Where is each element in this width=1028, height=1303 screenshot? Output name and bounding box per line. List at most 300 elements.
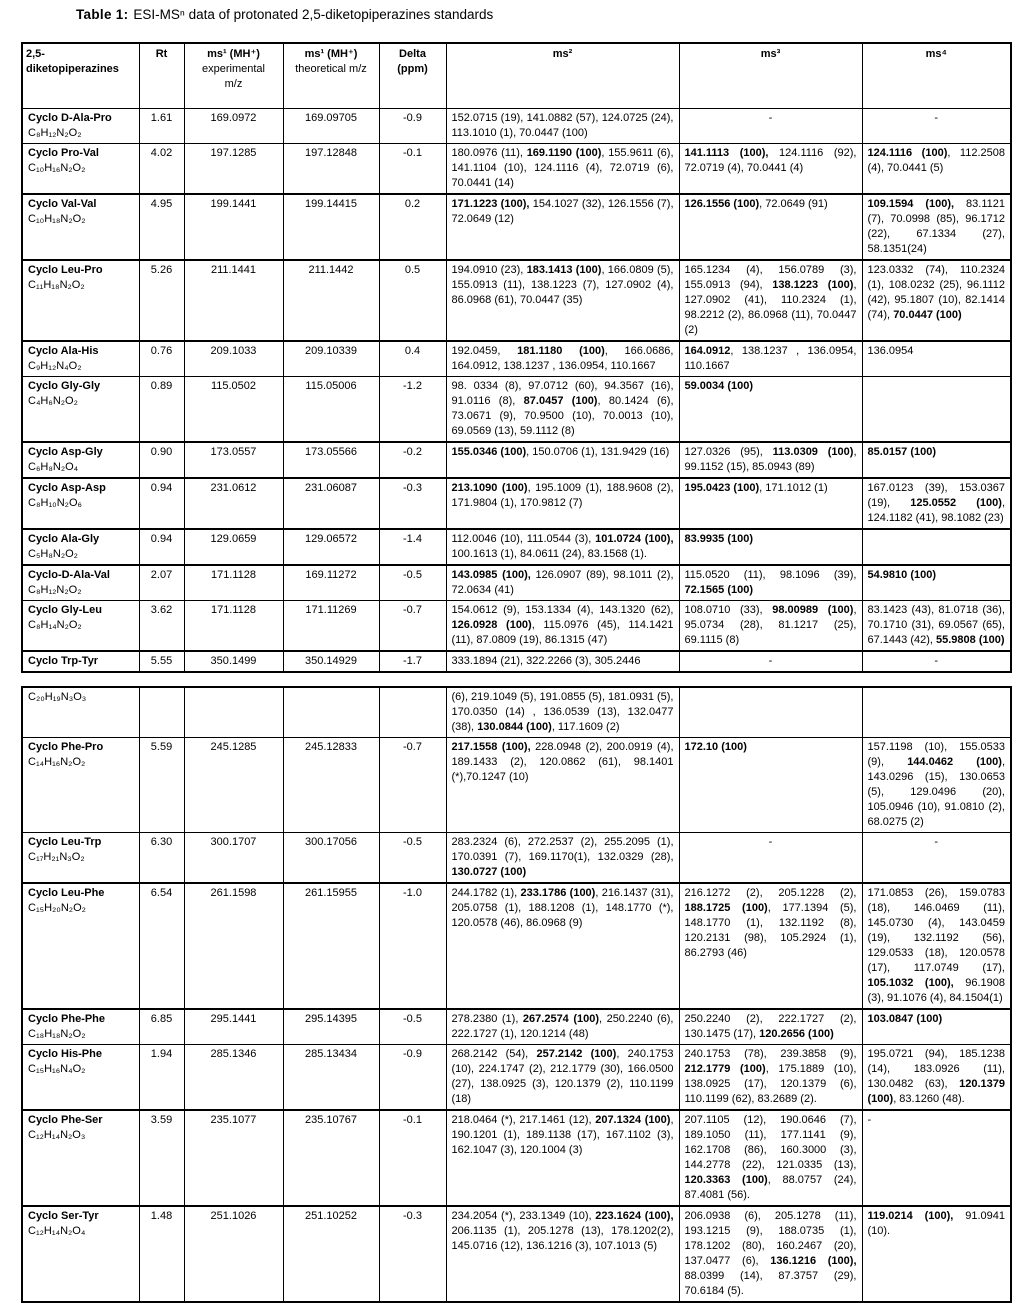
ms1-experimental-cell: 235.1077 <box>184 1110 283 1206</box>
fragment-ion-text: 207.1105 (12), 190.0646 (7), 189.1050 (11), 177.1141 (9), 162.1708 (86), 160.3000 (3), 144.2778 (22), 121.0335 (13), <box>684 1114 857 1171</box>
fragment-ion-text: 141.1113 (100), <box>684 147 769 159</box>
delta-ppm-cell: -1.7 <box>379 651 446 672</box>
table-caption <box>76 7 493 22</box>
table-row <box>22 341 1011 377</box>
rt-cell: 2.07 <box>139 565 184 601</box>
ms2-cell <box>446 260 679 341</box>
compound-formula: C₆H₈N₂O₄ <box>28 461 79 473</box>
compound-name: Cyclo Ala-His <box>28 345 99 357</box>
compound-cell <box>22 565 139 601</box>
ms3-cell <box>679 1009 862 1045</box>
compound-cell <box>22 1009 139 1045</box>
fragment-ion-text: 87.0457 (100) <box>523 395 598 407</box>
fragment-ion-text: , 112.2508 (4), 70.0441 (5) <box>867 147 1005 174</box>
ms2-cell <box>446 1110 679 1206</box>
rt-cell: 6.85 <box>139 1009 184 1045</box>
delta-ppm-cell: 0.5 <box>379 260 446 341</box>
fragment-ion-text: 119.0214 (100), <box>867 1210 954 1222</box>
ms2-cell <box>446 144 679 195</box>
ms1-theoretical-cell: 261.15955 <box>283 883 379 1009</box>
fragment-ion-text: 136.0954 <box>867 345 914 357</box>
ms2-cell <box>446 442 679 478</box>
fragment-ion-text: 267.2574 (100) <box>522 1013 599 1025</box>
ms4-cell <box>862 1045 1011 1111</box>
col-header-delta <box>379 43 446 109</box>
delta-ppm-cell: -0.2 <box>379 442 446 478</box>
compound-name: Cyclo His-Phe <box>28 1048 102 1060</box>
compound-formula: C₁₅H₁₆N₄O₂ <box>28 1063 86 1075</box>
compound-name: Cyclo Ala-Gly <box>28 533 100 545</box>
fragment-ion-text: 181.1180 (100) <box>517 345 605 357</box>
ms4-cell <box>862 738 1011 833</box>
fragment-ion-text: , 95.0734 (28), 81.1217 (25), 69.1115 (8) <box>684 604 857 646</box>
compound-cell <box>22 529 139 565</box>
fragment-ion-text: 98. 0334 (8), 97.0712 (60), 94.3567 (16), 91.0116 (8), <box>451 380 674 407</box>
fragment-ion-text: , 150.0706 (1), 131.9429 (16) <box>526 446 670 458</box>
fragment-ion-text: 233.1786 (100) <box>520 887 596 899</box>
fragment-ion-text: 136.1216 (100), <box>770 1255 857 1267</box>
compound-cell <box>22 478 139 529</box>
col-header-ms3 <box>679 43 862 109</box>
delta-ppm-cell: 0.2 <box>379 194 446 260</box>
fragment-ion-text: 157.1198 (10), 155.0533 (9), <box>867 741 1005 768</box>
compound-cell <box>22 1206 139 1302</box>
fragment-ion-text: 72.1565 (100) <box>684 584 753 596</box>
fragment-ion-text: 234.2054 (*), 233.1349 (10), <box>451 1210 596 1222</box>
table-row <box>22 144 1011 195</box>
ms1-theoretical-cell: 211.1442 <box>283 260 379 341</box>
ms4-cell <box>862 478 1011 529</box>
ms4-cell <box>862 377 1011 443</box>
rt-cell: 3.62 <box>139 601 184 652</box>
fragment-ion-text: 240.1753 (78), 239.3858 (9), <box>684 1048 857 1060</box>
ms4-cell <box>862 1206 1011 1302</box>
fragment-ion-text: 120.2656 (100) <box>759 1028 834 1040</box>
ms1-experimental-cell: 300.1707 <box>184 833 283 884</box>
ms1-experimental-cell: 211.1441 <box>184 260 283 341</box>
fragment-ion-text: 126.0928 (100) <box>451 619 532 631</box>
compound-cell <box>22 1045 139 1111</box>
col-header-line: ms¹ (MH⁺) <box>207 48 260 60</box>
ms3-cell <box>679 1110 862 1206</box>
ms1-experimental-cell: 295.1441 <box>184 1009 283 1045</box>
rt-cell: 5.59 <box>139 738 184 833</box>
compound-formula: C₁₅H₂₀N₂O₂ <box>28 902 86 914</box>
fragment-ion-text: 194.0910 (23), <box>451 264 527 276</box>
compound-formula: C₉H₁₂N₄O₂ <box>28 360 82 372</box>
ms2-cell <box>446 478 679 529</box>
fragment-ion-text: 257.2142 (100) <box>536 1048 617 1060</box>
ms3-cell <box>679 260 862 341</box>
rt-cell: 6.30 <box>139 833 184 884</box>
rt-cell: 3.59 <box>139 1110 184 1206</box>
compound-name: Cyclo Phe-Ser <box>28 1114 103 1126</box>
compound-cell <box>22 144 139 195</box>
fragment-ion-text: 206.0938 (6), 205.1278 (11), 193.1215 (9), 188.0735 (1), 178.1202 (80), 160.2467 (20), 137.0477 (6), <box>684 1210 857 1267</box>
ms3-cell <box>679 478 862 529</box>
fragment-ion-text: 283.2324 (6), 272.2537 (2), 255.2095 (1), 170.0391 (7), 169.1170(1), 132.0329 (28), <box>451 836 674 863</box>
fragment-ion-text: - <box>768 836 773 848</box>
fragment-ion-text: 120.3363 (100) <box>684 1174 768 1186</box>
fragment-ion-text: 100.1613 (1), 84.0611 (24), 83.1568 (1). <box>451 548 647 560</box>
ms2-cell <box>446 565 679 601</box>
fragment-ion-text: 183.1413 (100) <box>526 264 602 276</box>
fragment-ion-text: , 83.1260 (48). <box>893 1093 965 1105</box>
ms1-experimental-cell: 129.0659 <box>184 529 283 565</box>
fragment-ion-text: 169.1190 (100) <box>526 147 602 159</box>
ms1-experimental-cell: 115.0502 <box>184 377 283 443</box>
fragment-ion-text: , 216.1437 (31), 205.0758 (1), 188.1208 (1), 148.1770 (*), 120.0578 (46), 86.0968 (9) <box>451 887 674 929</box>
fragment-ion-text: 164.0912 <box>684 345 731 357</box>
table-row <box>22 109 1011 144</box>
ms3-cell <box>679 651 862 672</box>
fragment-ion-text: 108.0710 (33), <box>684 604 773 616</box>
table-row <box>22 565 1011 601</box>
col-header-ms2 <box>446 43 679 109</box>
col-header-line: Rt <box>155 48 168 60</box>
delta-ppm-cell: -0.1 <box>379 1110 446 1206</box>
rt-cell: 5.26 <box>139 260 184 341</box>
fragment-ion-text: , 88.0757 (24), 87.4081 (56). <box>684 1174 857 1201</box>
fragment-ion-text: 213.1090 (100) <box>451 482 528 494</box>
fragment-ion-text: 165.1234 (4), 156.0789 (3), 155.0913 (94), <box>684 264 857 291</box>
fragment-ion-text: , 80.1424 (6), 73.0671 (9), 70.9500 (10), 70.0013 (10), 69.0569 (13), 59.1112 (8) <box>451 395 674 437</box>
ms2-cell <box>446 883 679 1009</box>
table-row <box>22 1045 1011 1111</box>
delta-ppm-cell: -0.7 <box>379 738 446 833</box>
ms1-experimental-cell: 171.1128 <box>184 601 283 652</box>
ms3-cell <box>679 565 862 601</box>
fragment-ion-text: 144.0462 (100) <box>907 756 1002 768</box>
compound-formula: C₁₇H₂₁N₃O₂ <box>28 851 85 863</box>
delta-ppm-cell: -0.7 <box>379 601 446 652</box>
ms1-theoretical-cell: 350.14929 <box>283 651 379 672</box>
ms1-experimental-cell: 261.1598 <box>184 883 283 1009</box>
ms1-theoretical-cell: 197.12848 <box>283 144 379 195</box>
ms2-cell <box>446 341 679 377</box>
ms1-theoretical-cell: 169.11272 <box>283 565 379 601</box>
rt-cell: 4.02 <box>139 144 184 195</box>
fragment-ion-text: 278.2380 (1), <box>451 1013 523 1025</box>
col-header-line: Delta <box>399 48 426 60</box>
fragment-ion-text: , 124.1182 (41), 98.1082 (23) <box>867 497 1005 524</box>
compound-name: Cyclo Leu-Phe <box>28 887 105 899</box>
ms1-theoretical-cell: 231.06087 <box>283 478 379 529</box>
ms3-cell <box>679 883 862 1009</box>
fragment-ion-text: 188.1725 (100) <box>684 902 768 914</box>
ms3-cell <box>679 377 862 443</box>
ms2-cell <box>446 1206 679 1302</box>
ms3-cell <box>679 601 862 652</box>
fragment-ion-text: 101.0724 (100), <box>595 533 674 545</box>
fragment-ion-text: 244.1782 (1), <box>451 887 521 899</box>
ms3-cell <box>679 144 862 195</box>
ms2-cell <box>446 529 679 565</box>
fragment-ion-text: 216.1272 (2), 205.1228 (2), <box>684 887 857 899</box>
col-header-line: m/z <box>224 78 243 90</box>
fragment-ion-text: 85.0157 (100) <box>867 446 936 458</box>
ms1-theoretical-cell: 251.10252 <box>283 1206 379 1302</box>
ms4-cell <box>862 260 1011 341</box>
delta-ppm-cell: -0.5 <box>379 565 446 601</box>
ms1-theoretical-cell: 245.12833 <box>283 738 379 833</box>
fragment-ion-text: 250.2240 (2), 222.1727 (2), 130.1475 (17), <box>684 1013 857 1040</box>
ms1-experimental-cell: 173.0557 <box>184 442 283 478</box>
ms1-theoretical-cell: 300.17056 <box>283 833 379 884</box>
fragment-ion-text: 83.1423 (43), 81.0718 (36), 70.1710 (31), 69.0567 (65), 67.1443 (42), <box>867 604 1005 646</box>
compound-name: Cyclo Ser-Tyr <box>28 1210 99 1222</box>
fragment-ion-text: - <box>934 655 939 667</box>
rt-cell: 1.61 <box>139 109 184 144</box>
compound-name: Cyclo Asp-Gly <box>28 446 103 458</box>
ms3-cell <box>679 109 862 144</box>
table-caption-label: Table 1: <box>76 7 129 22</box>
ms4-cell <box>862 341 1011 377</box>
fragment-ion-text: 171.1223 (100), <box>451 198 530 210</box>
rt-cell: 0.90 <box>139 442 184 478</box>
ms4-cell <box>862 883 1011 1009</box>
ms1-experimental-cell: 285.1346 <box>184 1045 283 1111</box>
rt-cell: 1.48 <box>139 1206 184 1302</box>
fragment-ion-text: 180.0976 (11), <box>451 147 527 159</box>
ms4-cell <box>862 529 1011 565</box>
ms2-cell <box>446 738 679 833</box>
ms2-cell <box>446 194 679 260</box>
ms1-experimental-cell: 197.1285 <box>184 144 283 195</box>
compound-cell <box>22 687 139 738</box>
ms2-cell <box>446 1045 679 1111</box>
table-row <box>22 194 1011 260</box>
ms1-theoretical-cell: 115.05006 <box>283 377 379 443</box>
fragment-ion-text: - <box>934 836 939 848</box>
fragment-ion-text: 83.9935 (100) <box>684 533 753 545</box>
table-row <box>22 651 1011 672</box>
ms3-cell <box>679 833 862 884</box>
ms1-theoretical-cell: 169.09705 <box>283 109 379 144</box>
ms4-cell <box>862 565 1011 601</box>
fragment-ion-text: , 166.0809 (5), 155.0913 (11), 138.1223 (7), 127.0902 (4), 86.0968 (61), 70.0447 (35) <box>451 264 674 306</box>
fragment-ion-text: , 115.0976 (45), 114.1421 (11), 87.0809 (19), 86.1315 (47) <box>451 619 674 646</box>
col-header-ms1exp <box>184 43 283 109</box>
fragment-ion-text: , 99.1152 (15), 85.0943 (89) <box>684 446 857 473</box>
col-header-line: ms² <box>552 48 573 60</box>
compound-name: Cyclo Asp-Asp <box>28 482 106 494</box>
ms2-cell <box>446 651 679 672</box>
compound-formula: C₁₄H₁₆N₂O₂ <box>28 756 86 768</box>
compound-formula: C₁₀H₁₆N₂O₂ <box>28 162 86 174</box>
rt-cell: 0.94 <box>139 529 184 565</box>
compound-name: Cyclo Trp-Tyr <box>28 655 99 667</box>
compound-formula: C₁₀H₁₈N₂O₂ <box>28 213 86 225</box>
fragment-ion-text: , 143.0296 (15), 130.0653 (5), 129.0496 (20), 105.0946 (10), 91.0810 (2), 68.0275 (2) <box>867 756 1005 828</box>
delta-ppm-cell: -0.5 <box>379 833 446 884</box>
compound-cell <box>22 194 139 260</box>
fragment-ion-text: , 175.1889 (10), 138.0925 (17), 120.1379 (6), 110.1199 (62), 83.2689 (2). <box>684 1063 857 1105</box>
col-header-line: ms³ <box>760 48 781 60</box>
fragment-ion-text: 172.10 (100) <box>684 741 747 753</box>
fragment-ion-text: 206.1135 (1), 205.1278 (13), 178.1202(2), 145.0716 (12), 136.1216 (3), 107.1013 (5) <box>451 1225 674 1252</box>
fragment-ion-text: 70.0447 (100) <box>893 309 962 321</box>
compound-formula: C₈H₁₂N₂O₂ <box>28 584 82 596</box>
compound-name: Cyclo Leu-Pro <box>28 264 103 276</box>
table-row <box>22 601 1011 652</box>
fragment-ion-text: 120.1379 (100) <box>867 1078 1005 1105</box>
compound-cell <box>22 260 139 341</box>
ms1-theoretical-cell: 171.11269 <box>283 601 379 652</box>
fragment-ion-text: 212.1779 (100) <box>684 1063 766 1075</box>
compound-formula: C₅H₈N₂O₂ <box>28 548 78 560</box>
rt-cell: 4.95 <box>139 194 184 260</box>
fragment-ion-text: 113.0309 (100) <box>772 446 854 458</box>
fragment-ion-text: 155.0346 (100) <box>451 446 527 458</box>
fragment-ion-text: 109.1594 (100), <box>867 198 955 210</box>
fragment-ion-text: 192.0459, <box>451 345 518 357</box>
table-row <box>22 687 1011 738</box>
fragment-ion-text: 154.1027 (32), 126.1556 (7), 72.0649 (12) <box>451 198 674 225</box>
compound-name: Cyclo Leu-Trp <box>28 836 102 848</box>
ms1-theoretical-cell <box>283 687 379 738</box>
delta-ppm-cell: -1.0 <box>379 883 446 1009</box>
fragment-ion-text: 105.1032 (100), <box>867 977 954 989</box>
delta-ppm-cell: 0.4 <box>379 341 446 377</box>
ms3-cell <box>679 1045 862 1111</box>
rt-cell <box>139 687 184 738</box>
fragment-ion-text: , 250.2240 (6), 222.1727 (1), 120.1214 (48) <box>451 1013 674 1040</box>
compound-formula: C₁₈H₁₈N₂O₂ <box>28 1028 86 1040</box>
fragment-ion-text: , 138.1237 , 136.0954, 110.1667 <box>684 345 857 372</box>
compound-name: Cyclo D-Ala-Pro <box>28 112 112 124</box>
table-row <box>22 833 1011 884</box>
esi-ms-table-container <box>21 42 1010 1303</box>
ms3-cell <box>679 738 862 833</box>
col-header-line: ms¹ (MH⁺) <box>304 48 358 60</box>
fragment-ion-text: 91.0941 (10). <box>867 1210 1005 1237</box>
fragment-ion-text: 138.1223 (100) <box>772 279 854 291</box>
ms4-cell <box>862 194 1011 260</box>
table-caption-text: ESI-MSⁿ data of protonated 2,5-diketopiperazines standards <box>133 7 494 22</box>
compound-name: Cyclo Phe-Pro <box>28 741 104 753</box>
fragment-ion-text: 207.1324 (100) <box>595 1114 671 1126</box>
delta-ppm-cell <box>379 687 446 738</box>
fragment-ion-text: 123.0332 (74), 110.2324 (1), 108.0232 (25), 96.1112 (42), 95.1807 (10), 82.1414 (74), <box>867 264 1005 321</box>
ms2-cell <box>446 377 679 443</box>
fragment-ion-text: 268.2142 (54), <box>451 1048 537 1060</box>
delta-ppm-cell: -0.3 <box>379 478 446 529</box>
fragment-ion-text: 126.0907 (89), 98.1011 (2), 72.0634 (41) <box>451 569 674 596</box>
table-row <box>22 738 1011 833</box>
compound-cell <box>22 601 139 652</box>
ms2-cell <box>446 1009 679 1045</box>
fragment-ion-text: 55.9808 (100) <box>936 634 1005 646</box>
fragment-ion-text: 130.0727 (100) <box>451 866 527 878</box>
ms1-experimental-cell: 209.1033 <box>184 341 283 377</box>
fragment-ion-text: , 171.1012 (1) <box>759 482 828 494</box>
table-row <box>22 377 1011 443</box>
fragment-ion-text: 125.0552 (100) <box>910 497 1002 509</box>
delta-ppm-cell: -0.5 <box>379 1009 446 1045</box>
fragment-ion-text: 103.0847 (100) <box>867 1013 943 1025</box>
ms2-cell <box>446 601 679 652</box>
ms4-cell <box>862 144 1011 195</box>
rt-cell: 5.55 <box>139 651 184 672</box>
fragment-ion-text: , 127.0902 (41), 110.2324 (1), 98.2212 (2), 86.0968 (11), 70.0447 (2) <box>684 279 857 336</box>
header-row <box>22 43 1011 109</box>
fragment-ion-text: 98.00989 (100) <box>772 604 854 616</box>
compound-cell <box>22 1110 139 1206</box>
ms4-cell <box>862 833 1011 884</box>
fragment-ion-text: - <box>934 112 939 124</box>
fragment-ion-text: 333.1894 (21), 322.2266 (3), 305.2446 <box>451 655 641 667</box>
ms4-cell <box>862 651 1011 672</box>
compound-name: Cyclo Gly-Leu <box>28 604 102 616</box>
fragment-ion-text: 167.0123 (39), 153.0367 (19), <box>867 482 1005 509</box>
ms3-cell <box>679 529 862 565</box>
table-row <box>22 1110 1011 1206</box>
table-row <box>22 883 1011 1009</box>
compound-formula: C₁₂H₁₄N₂O₃ <box>28 1129 86 1141</box>
fragment-ion-text: 88.0399 (14), 87.3757 (29), 70.6184 (5). <box>684 1270 857 1297</box>
fragment-ion-text: 115.0520 (11), 98.1096 (39), <box>684 569 857 581</box>
ms4-cell <box>862 1009 1011 1045</box>
col-header-line: (ppm) <box>397 63 428 75</box>
compound-formula: C₈H₁₀N₂O₆ <box>28 497 82 509</box>
fragment-ion-text: 59.0034 (100) <box>684 380 753 392</box>
compound-name: Cyclo Phe-Phe <box>28 1013 106 1025</box>
ms2-cell <box>446 687 679 738</box>
fragment-ion-text: 112.0046 (10), 111.0544 (3), <box>451 533 596 545</box>
fragment-ion-text: 126.1556 (100) <box>684 198 760 210</box>
rt-cell: 0.89 <box>139 377 184 443</box>
compound-name: Cyclo Val-Val <box>28 198 97 210</box>
ms1-theoretical-cell: 199.14415 <box>283 194 379 260</box>
col-header-line: diketopiperazines <box>26 63 119 75</box>
fragment-ion-text: 130.0844 (100) <box>477 721 552 733</box>
col-header-name <box>22 43 139 109</box>
ms4-cell <box>862 442 1011 478</box>
ms4-cell <box>862 601 1011 652</box>
esi-ms-table-block-2 <box>21 686 1012 1303</box>
fragment-ion-text: 143.0985 (100), <box>451 569 531 581</box>
table-row <box>22 1206 1011 1302</box>
delta-ppm-cell: -0.3 <box>379 1206 446 1302</box>
compound-name: Cyclo Pro-Val <box>28 147 99 159</box>
ms4-cell <box>862 687 1011 738</box>
rt-cell: 0.76 <box>139 341 184 377</box>
ms1-theoretical-cell: 235.10767 <box>283 1110 379 1206</box>
delta-ppm-cell: -0.9 <box>379 1045 446 1111</box>
table-row <box>22 1009 1011 1045</box>
delta-ppm-cell: -1.2 <box>379 377 446 443</box>
col-header-rt <box>139 43 184 109</box>
ms1-theoretical-cell: 285.13434 <box>283 1045 379 1111</box>
fragment-ion-text: , 240.1753 (10), 224.1747 (2), 212.1779 (30), 166.0500 (27), 138.0925 (3), 120.1379 (2), 110.1199 (18) <box>451 1048 674 1105</box>
compound-cell <box>22 651 139 672</box>
col-header-line: experimental <box>202 63 265 75</box>
col-header-ms4 <box>862 43 1011 109</box>
fragment-ion-text: , 166.0686, 164.0912, 138.1237 , 136.0954, 110.1667 <box>451 345 674 372</box>
fragment-ion-text: 171.0853 (26), 159.0783 (18), 146.0469 (11), 145.0730 (4), 143.0459 (19), 132.1192 (56), 129.0533 (18), 120.0578 (17), 117.0749 (17), <box>867 887 1005 974</box>
fragment-ion-text: 228.0948 (2), 200.0919 (4), 189.1433 (2), 120.0862 (61), 98.1401 (*),70.1247 (10) <box>451 741 674 783</box>
fragment-ion-text: 83.1121 (7), 70.0998 (85), 96.1712 (22), 67.1334 (27), 58.1351(24) <box>867 198 1005 255</box>
compound-formula: C₈H₁₂N₂O₂ <box>28 127 82 139</box>
fragment-ion-text: 218.0464 (*), 217.1461 (12), <box>451 1114 596 1126</box>
ms3-cell <box>679 194 862 260</box>
fragment-ion-text: , 177.1394 (5), 148.1770 (1), 132.1192 (8), 120.2131 (98), 105.2924 (1), 86.2793 (46) <box>684 902 857 959</box>
compound-formula: C₄H₆N₂O₂ <box>28 395 78 407</box>
ms1-theoretical-cell: 209.10339 <box>283 341 379 377</box>
compound-cell <box>22 833 139 884</box>
fragment-ion-text: - <box>768 112 773 124</box>
